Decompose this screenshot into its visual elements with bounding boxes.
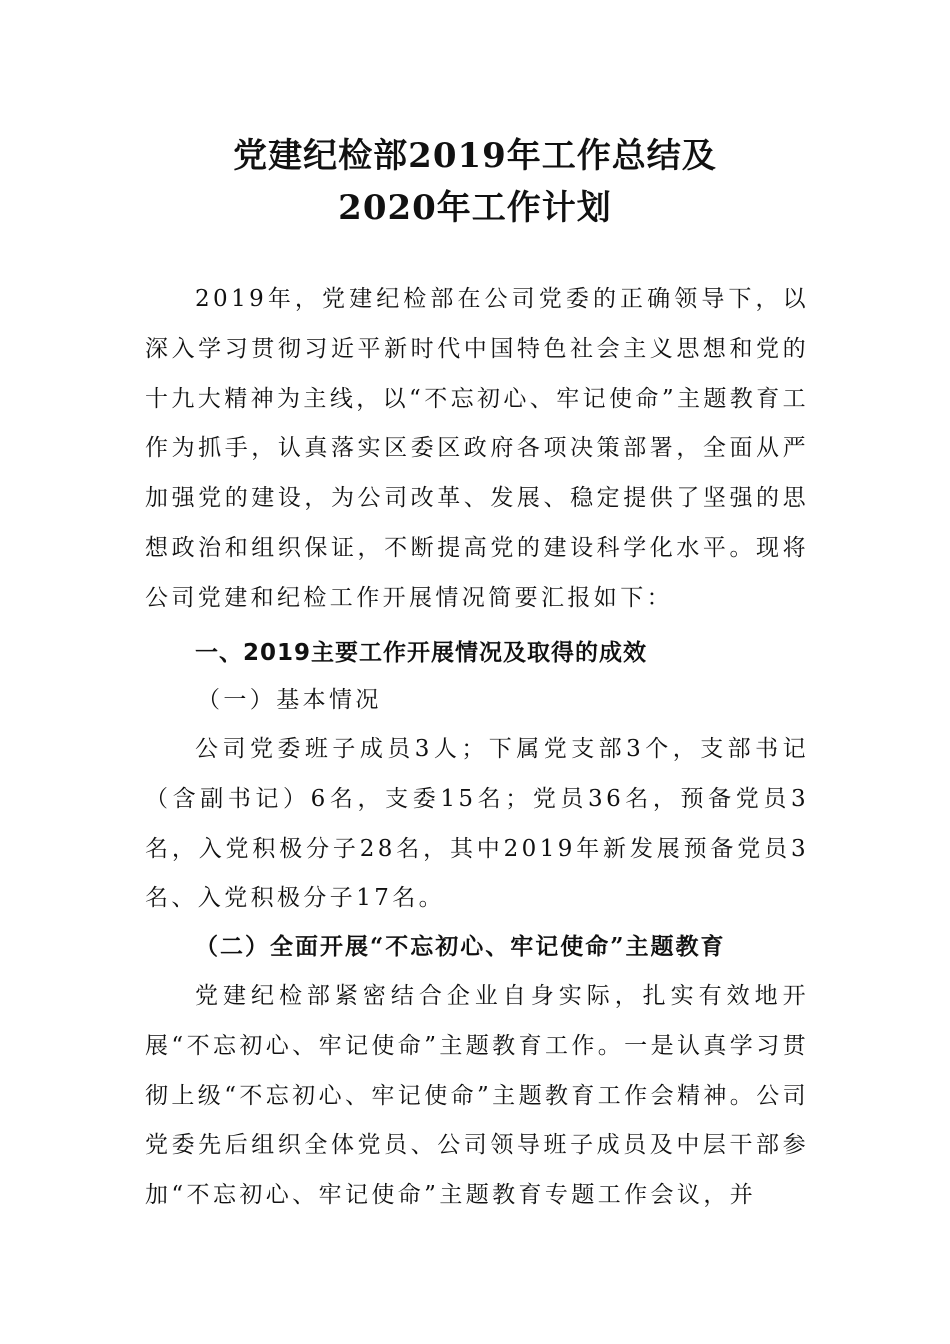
intro-paragraph: 2019年，党建纪检部在公司党委的正确领导下，以深入学习贯彻习近平新时代中国特色社会主义思想和党的十九大精神为主线，以“不忘初心、牢记使命”主题教育工作为抓手，认真落实区委区政府各项决策部署，全面从严加强党的建设，为公司改革、发展、稳定提供了坚强的思想政治和组织保证，不断提高党的建设科学化水平。现将公司党建和纪检工作开展情况简要汇报如下：: [145, 286, 809, 611]
subsection-heading-theme-education: （二）全面开展“不忘初心、牢记使命”主题教育: [195, 933, 726, 960]
subsection-heading-basic-situation: （一）基本情况: [197, 687, 382, 713]
document-title-line-2: 2020年工作计划: [338, 188, 612, 228]
section-heading-1: 一、2019主要工作开展情况及取得的成效: [195, 640, 648, 666]
theme-education-paragraph: 党建纪检部紧密结合企业自身实际，扎实有效地开展“不忘初心、牢记使命”主题教育工作。一是认真学习贯彻上级“不忘初心、牢记使命”主题教育工作会精神。公司党委先后组织全体党员、公司领导班子成员及中层干部参加“不忘初心、牢记使命”主题教育专题工作会议，并: [145, 983, 809, 1209]
basic-situation-paragraph: 公司党委班子成员3人；下属党支部3个，支部书记（含副书记）6名，支委15名；党员36名，预备党员3名，入党积极分子28名，其中2019年新发展预备党员3名、入党积极分子17名。: [145, 736, 809, 912]
document-title-line-1: 党建纪检部2019年工作总结及: [233, 136, 717, 176]
